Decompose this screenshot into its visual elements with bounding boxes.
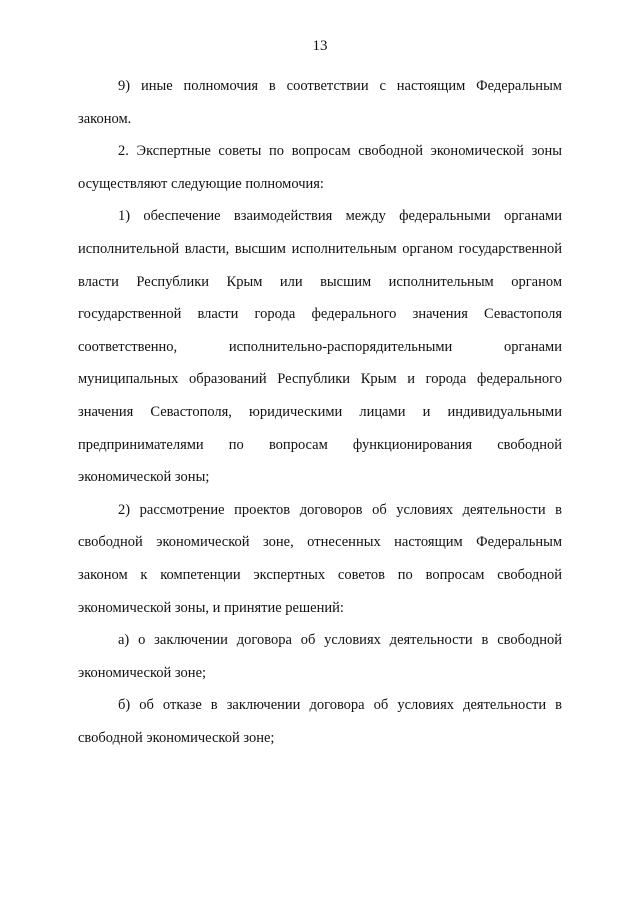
paragraph-section-2: 2. Экспертные советы по вопросам свободной экономической зоны осуществляют следующие полномочия: bbox=[78, 143, 562, 192]
document-body bbox=[78, 70, 562, 754]
paragraph-subitem-a: а) о заключении договора об условиях деятельности в свободной экономической зоне; bbox=[78, 632, 562, 681]
paragraph-subitem-b: б) об отказе в заключении договора об условиях деятельности в свободной экономической зоне; bbox=[78, 697, 562, 746]
paragraph-item-9: 9) иные полномочия в соответствии с настоящим Федеральным законом. bbox=[78, 78, 562, 127]
page-number: 13 bbox=[312, 38, 328, 54]
paragraph-item-1: 1) обеспечение взаимодействия между федеральными органами исполнительной власти, высшим исполнительным органом государственной власти Республики Крым или высшим исполнительным органом государственной власти города федерального значения Севастополя соответственно, исполнительно-распорядительными органами муниципальных образований Республики Крым и города федерального значения Севастополя, юридическими лицами и индивидуальными предпринимателями по вопросам функционирования свободной экономической зоны; bbox=[78, 208, 562, 486]
paragraph-item-2: 2) рассмотрение проектов договоров об условиях деятельности в свободной экономической зоне, отнесенных настоящим Федеральным законом к компетенции экспертных советов по вопросам свободной экономической зоны, и принятие решений: bbox=[78, 501, 562, 616]
